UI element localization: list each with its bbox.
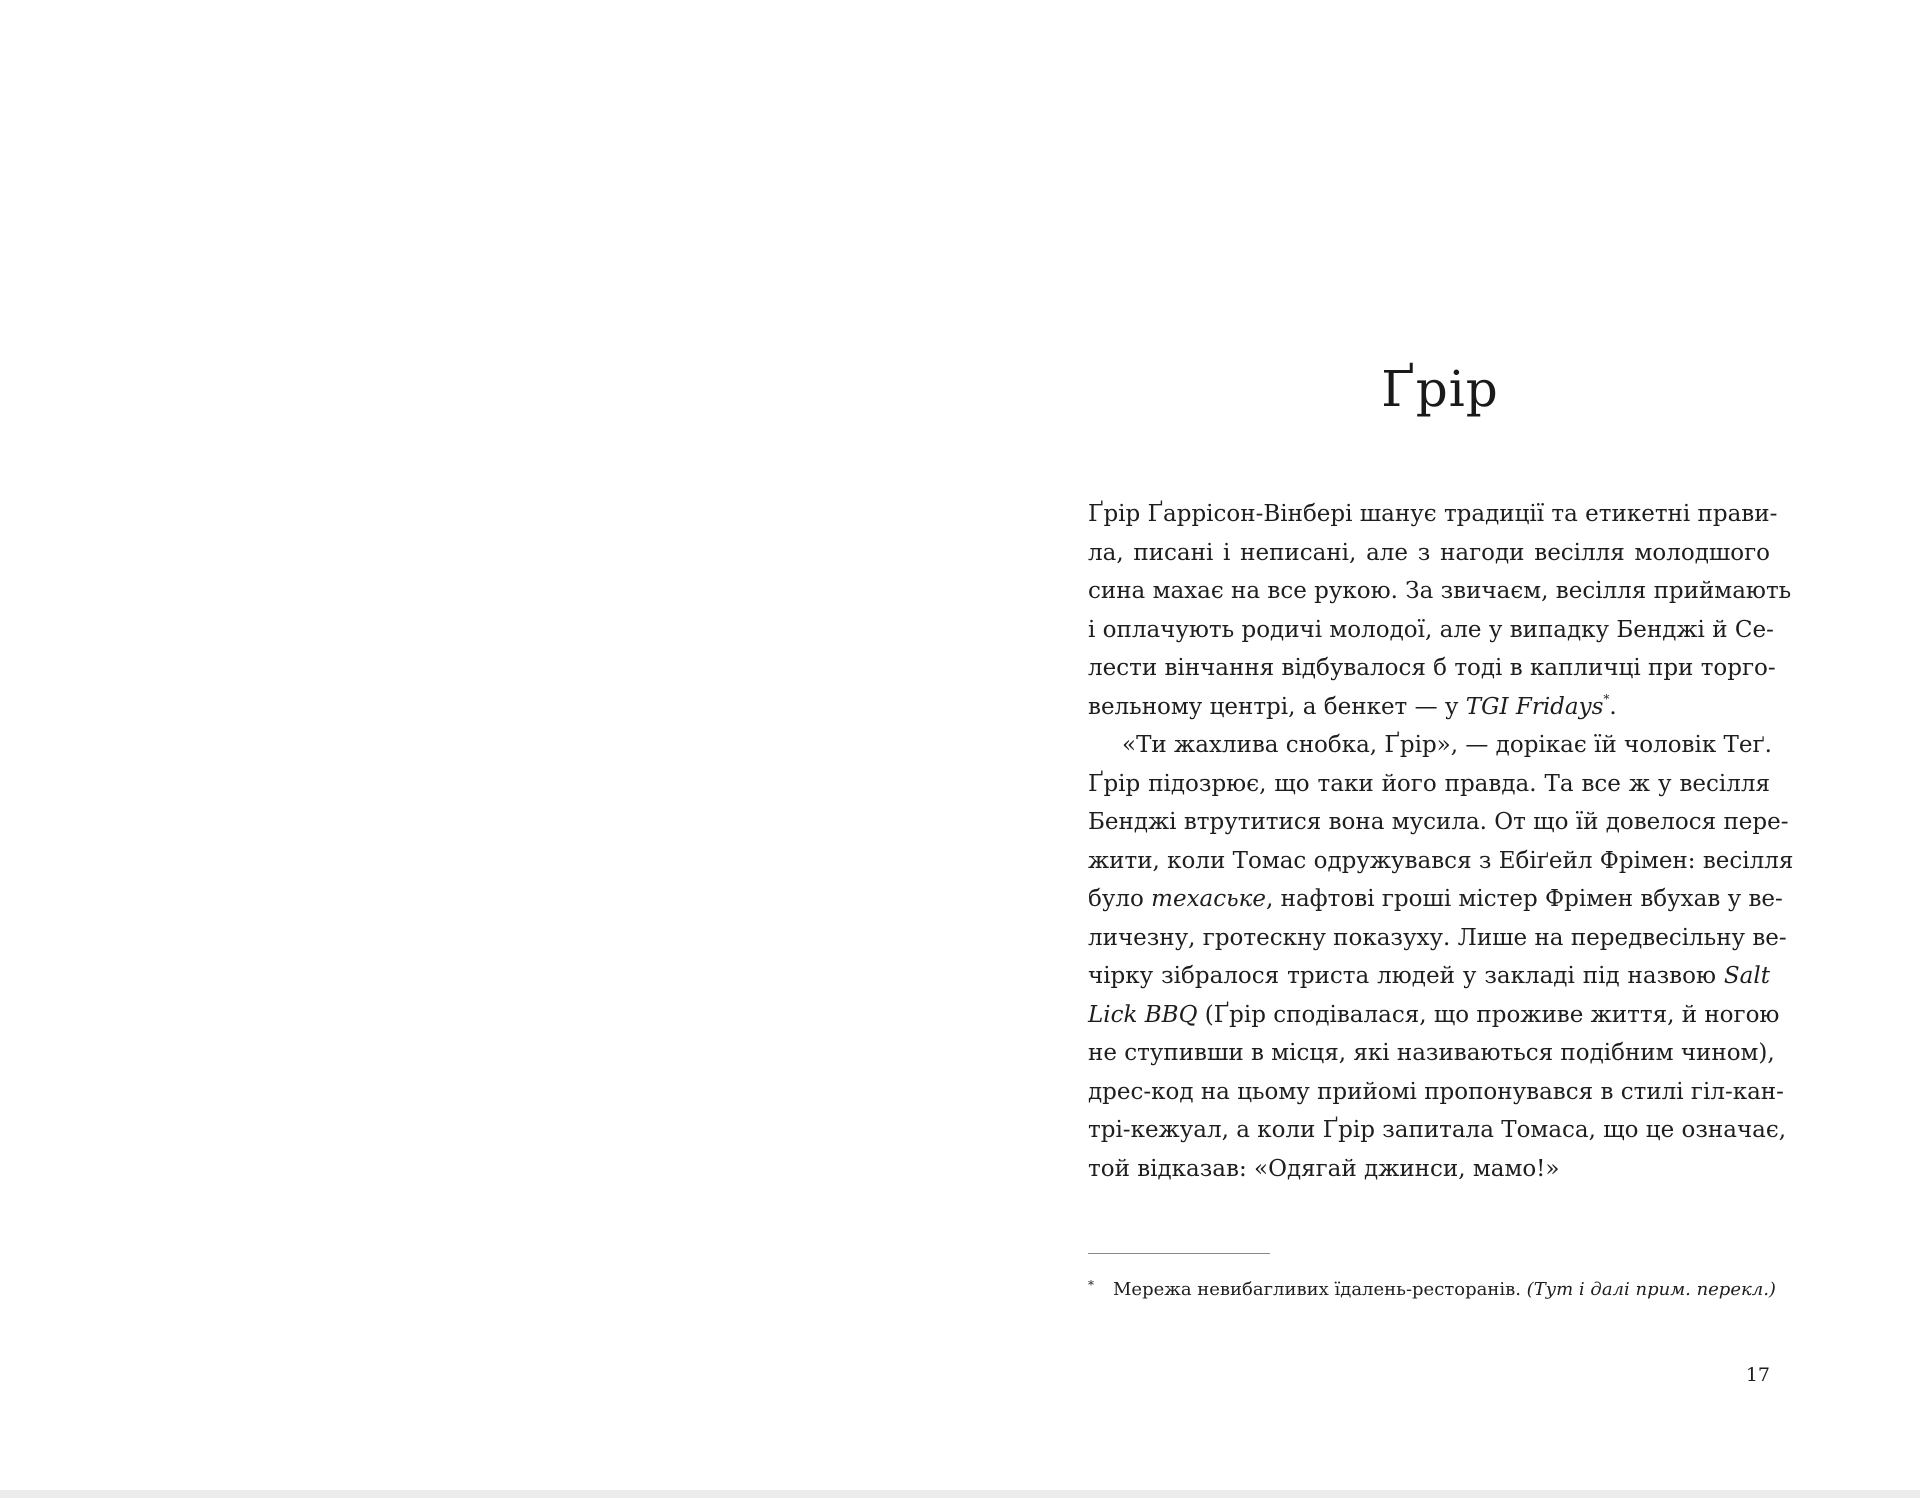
venue-name-part: Salt bbox=[1723, 963, 1770, 989]
footnote bbox=[1088, 1272, 1778, 1303]
text-line: Ґрір підозрює, що таки його правда. Та все ж у весілля bbox=[1088, 770, 1770, 797]
text-line: Ґрір Ґаррісон-Вінбері шанує традиції та етикетні прави- bbox=[1088, 501, 1778, 527]
right-page bbox=[960, 0, 1920, 1490]
text-line bbox=[1088, 957, 1770, 996]
footnote-marker: * bbox=[1088, 1278, 1094, 1292]
text-line: ла, писані і неписані, але з нагоди весілля молодшого bbox=[1088, 539, 1770, 566]
text-line: жити, коли Томас одружувався з Ебіґейл Фрімен: весілля bbox=[1088, 847, 1794, 874]
text-line: Бенджі втрутитися вона мусила. От що їй довелося пере- bbox=[1088, 809, 1789, 835]
footnote-text: Мережа невибагливих їдалень-ресторанів. bbox=[1113, 1279, 1527, 1300]
text-fragment: було bbox=[1088, 886, 1152, 912]
text-line: трі-кежуал, а коли Ґрір запитала Томаса, що це означає, bbox=[1088, 1117, 1787, 1143]
text-line: не ступивши в місця, які називаються подібним чином), bbox=[1088, 1040, 1775, 1066]
venue-name-part: Lick BBQ bbox=[1088, 1001, 1198, 1028]
text-line bbox=[1088, 996, 1780, 1035]
text-fragment: . bbox=[1609, 693, 1617, 720]
chapter-title: Ґрір bbox=[1381, 360, 1499, 418]
text-line: лести вінчання відбувалося б тоді в капличці при торго- bbox=[1088, 655, 1776, 681]
text-line: той відказав: «Одягай джинси, мамо!» bbox=[1088, 1155, 1560, 1182]
text-line: сина махає на все рукою. За звичаєм, весілля приймають bbox=[1088, 578, 1792, 604]
page-number: 17 bbox=[1745, 1364, 1770, 1386]
text-line bbox=[1088, 688, 1770, 727]
bottom-edge bbox=[0, 1490, 1920, 1498]
footnote-divider bbox=[1088, 1253, 1270, 1254]
text-fragment: вельному центрі, а бенкет — у bbox=[1088, 693, 1466, 720]
text-line: личезну, гротескну показуху. Лише на передвесільну ве- bbox=[1088, 924, 1787, 951]
emphasis-word: техаське bbox=[1151, 886, 1267, 912]
text-line-indented: «Ти жахлива снобка, Ґрір», — дорікає їй чоловік Теґ. bbox=[1122, 732, 1772, 758]
footnote-reference: * bbox=[1603, 691, 1610, 706]
text-fragment: (Ґрір сподівалася, що проживе життя, й ногою bbox=[1197, 1001, 1780, 1028]
text-line: і оплачують родичі молодої, але у випадку Бенджі й Се- bbox=[1088, 616, 1774, 643]
left-page-blank bbox=[0, 0, 960, 1490]
text-fragment: , нафтові гроші містер Фрімен вбухав у ве- bbox=[1266, 886, 1783, 912]
text-line bbox=[1088, 880, 1783, 919]
translator-note: (Тут і далі прим. перекл.) bbox=[1526, 1279, 1776, 1300]
body-text bbox=[1088, 495, 1794, 1188]
text-line: дрес-код на цьому прийомі пропонувався в стилі гіл-кан- bbox=[1088, 1078, 1784, 1105]
text-fragment: чірку зібралося триста людей у закладі під назвою bbox=[1088, 963, 1724, 989]
brand-name: TGI Fridays bbox=[1465, 693, 1604, 720]
